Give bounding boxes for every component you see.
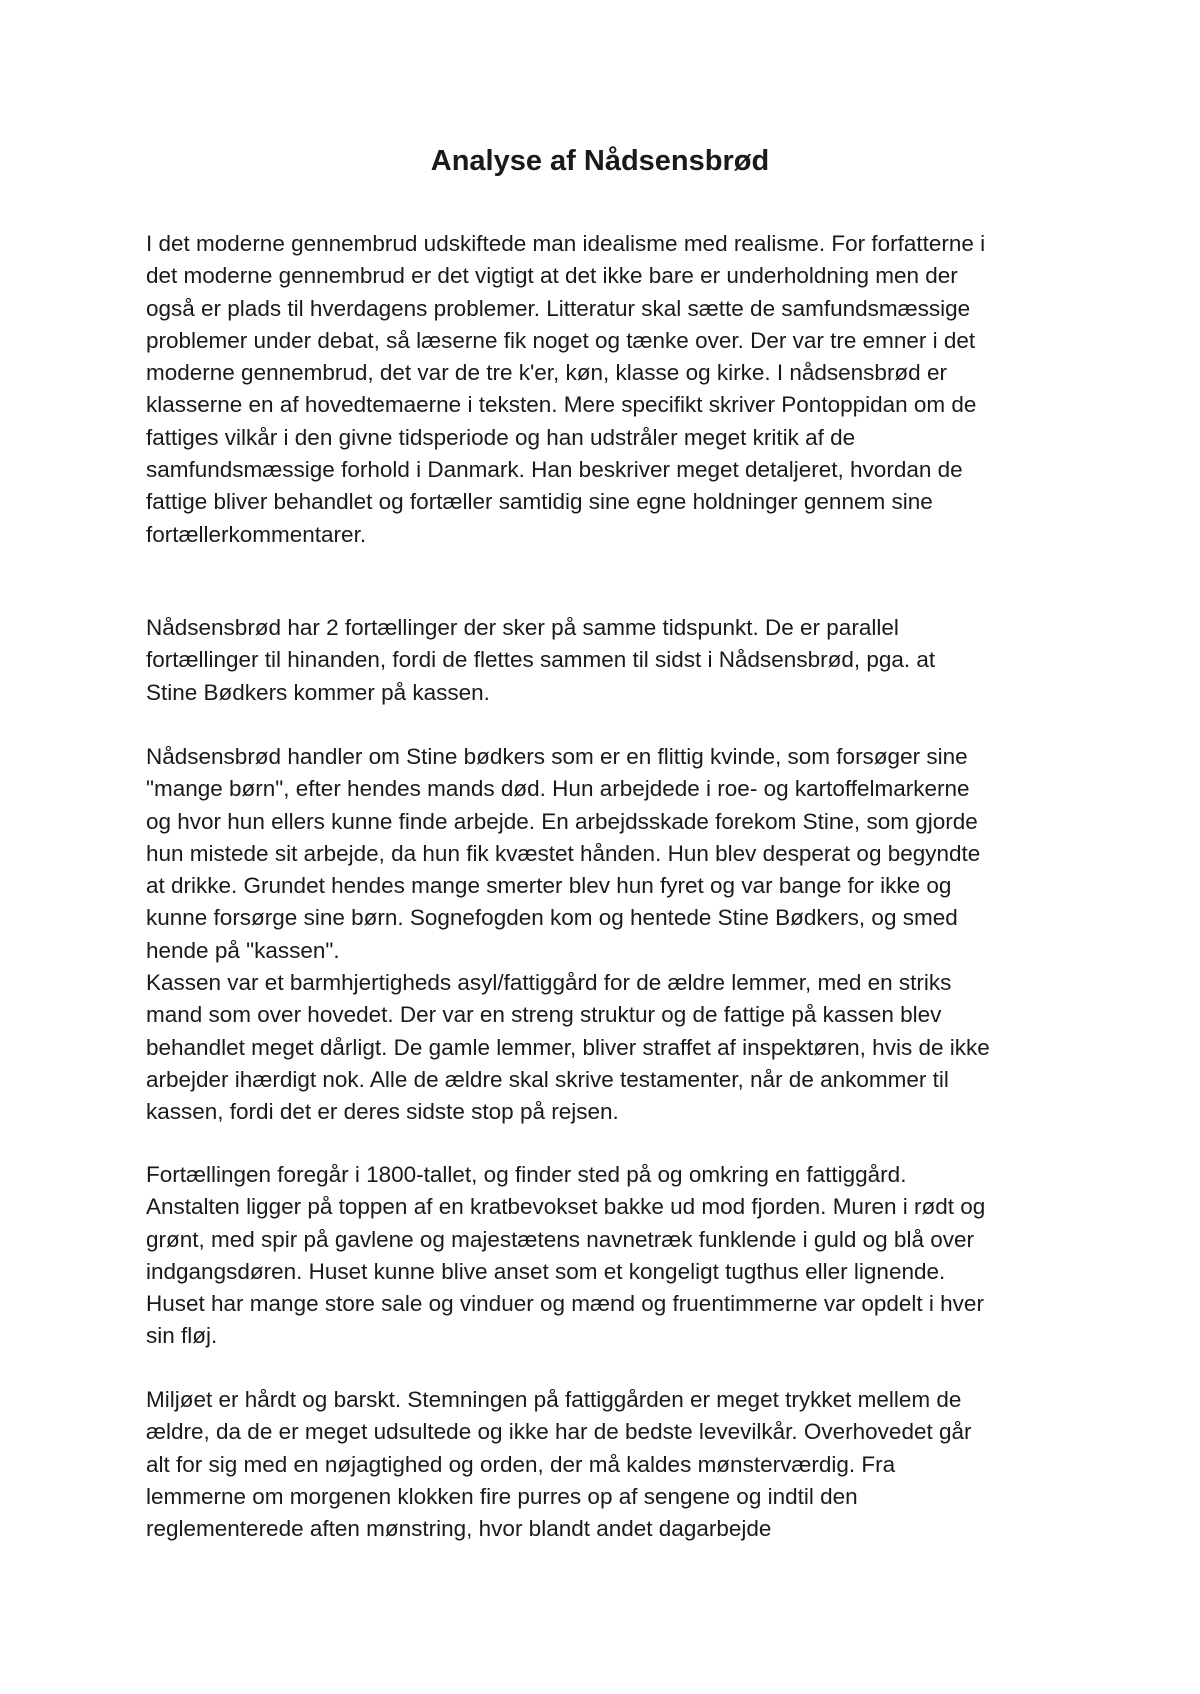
- paragraph-setting: [146, 1159, 1076, 1353]
- paragraph-plot-summary: [146, 741, 1076, 1129]
- text-line: samfundsmæssige forhold i Danmark. Han beskriver meget detaljeret, hvordan de: [146, 457, 963, 483]
- text-line: arbejder ihærdigt nok. Alle de ældre skal skrive testamenter, når de ankommer til: [146, 1066, 949, 1092]
- text-line: alt for sig med en nøjagtighed og orden, der må kaldes mønsterværdig. Fra: [146, 1451, 896, 1477]
- paragraph-parallel-stories: [146, 612, 1076, 709]
- text-line: fattige bliver behandlet og fortæller samtidig sine egne holdninger gennem sine: [146, 489, 933, 515]
- text-line: hun mistede sit arbejde, da hun fik kvæstet hånden. Hun blev desperat og begyndte: [146, 840, 981, 866]
- text-line: grønt, med spir på gavlene og majestætens navnetræk funklende i guld og blå over: [146, 1226, 974, 1252]
- text-line: kassen, fordi det er deres sidste stop på rejsen.: [146, 1099, 619, 1125]
- text-line: Huset har mange store sale og vinduer og mænd og fruentimmerne var opdelt i hver: [146, 1291, 984, 1317]
- text-line: Nådsensbrød har 2 fortællinger der sker på samme tidspunkt. De er parallel: [146, 615, 899, 640]
- text-line: klasserne en af hovedtemaerne i teksten. Mere specifikt skriver Pontoppidan om de: [146, 392, 977, 418]
- text-line: kunne forsørge sine børn. Sognefogden kom og hentede Stine Bødkers, og smed: [146, 905, 958, 931]
- text-line: Miljøet er hårdt og barskt. Stemningen på fattiggården er meget trykket mellem de: [146, 1387, 962, 1412]
- text-line: behandlet meget dårligt. De gamle lemmer, bliver straffet af inspektøren, hvis de ikke: [146, 1034, 990, 1060]
- text-line: problemer under debat, så læserne fik noget og tænke over. Der var tre emner i det: [146, 327, 976, 353]
- text-line: sin fløj.: [146, 1323, 218, 1349]
- text-line: også er plads til hverdagens problemer. Litteratur skal sætte de samfundsmæssige: [146, 295, 971, 321]
- text-line: Anstalten ligger på toppen af en kratbevokset bakke ud mod fjorden. Muren i rødt og: [146, 1194, 986, 1220]
- text-line: fattiges vilkår i den givne tidsperiode og han udstråler meget kritik af de: [146, 424, 856, 450]
- text-line: I det moderne gennembrud udskiftede man idealisme med realisme. For forfatterne i: [146, 231, 986, 256]
- text-line: Nådsensbrød handler om Stine bødkers som er en flittig kvinde, som forsøger sine: [146, 744, 968, 769]
- paragraph-environment: [146, 1384, 1076, 1545]
- text-line: og hvor hun ellers kunne finde arbejde. En arbejdsskade forekom Stine, som gjorde: [146, 808, 978, 834]
- text-line: "mange børn", efter hendes mands død. Hun arbejdede i roe- og kartoffelmarkerne: [146, 776, 970, 802]
- text-line: det moderne gennembrud er det vigtigt at det ikke bare er underholdning men der: [146, 263, 958, 289]
- paragraph-intro: [146, 228, 1076, 551]
- text-line: reglementerede aften mønstring, hvor blandt andet dagarbejde: [146, 1516, 772, 1542]
- text-line: Stine Bødkers kommer på kassen.: [146, 679, 490, 705]
- text-line: fortællerkommentarer.: [146, 521, 367, 547]
- text-line: Fortællingen foregår i 1800-tallet, og finder sted på og omkring en fattiggård.: [146, 1162, 907, 1187]
- text-line: mand som over hovedet. Der var en streng struktur og de fattige på kassen blev: [146, 1002, 942, 1028]
- text-line: at drikke. Grundet hendes mange smerter blev hun fyret og var bange for ikke og: [146, 873, 952, 899]
- text-line: moderne gennembrud, det var de tre k'er, køn, klasse og kirke. I nådsensbrød er: [146, 360, 947, 386]
- text-line: hende på "kassen".: [146, 937, 340, 963]
- text-line: lemmerne om morgenen klokken fire purres op af sengene og indtil den: [146, 1483, 858, 1509]
- text-line: fortællinger til hinanden, fordi de flettes sammen til sidst i Nådsensbrød, pga. at: [146, 647, 936, 673]
- text-line: Kassen var et barmhjertigheds asyl/fattiggård for de ældre lemmer, med en striks: [146, 970, 952, 996]
- text-line: indgangsdøren. Huset kunne blive anset som et kongeligt tugthus eller lignende.: [146, 1258, 946, 1284]
- document-title: Analyse af Nådsensbrød: [430, 145, 770, 177]
- text-line: ældre, da de er meget udsultede og ikke har de bedste levevilkår. Overhovedet går: [146, 1419, 972, 1445]
